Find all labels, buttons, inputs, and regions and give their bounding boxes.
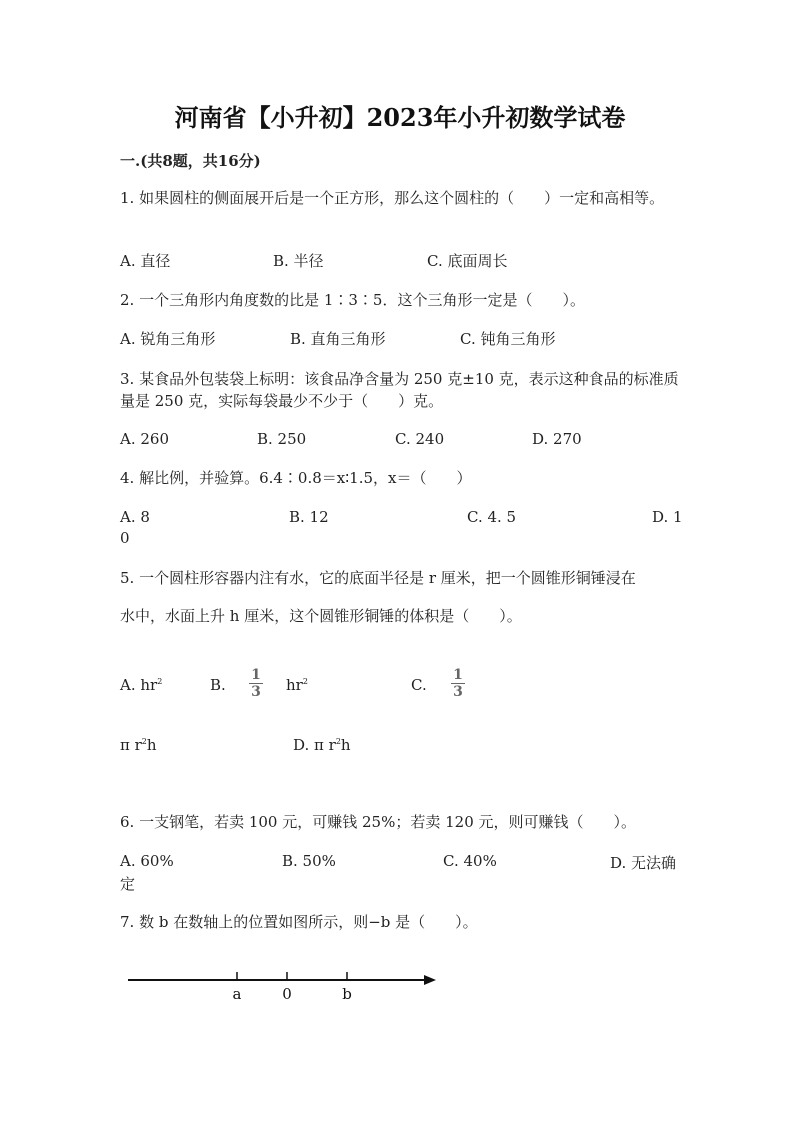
q3-option-c: C. 240 bbox=[395, 430, 445, 448]
q6-option-a: A. 60% bbox=[120, 852, 174, 870]
label-zero: 0 bbox=[282, 985, 292, 1003]
q4-option-c: C. 4. 5 bbox=[467, 508, 517, 526]
section-heading: 一.(共8题，共16分) bbox=[120, 152, 261, 170]
question-5-line-1: 5. 一个圆柱形容器内注有水，它的底面半径是 r 厘米，把一个圆锥形铜锤浸在 bbox=[120, 569, 636, 587]
label-a: a bbox=[232, 985, 242, 1003]
fraction-denominator: 3 bbox=[251, 684, 261, 700]
label-b: b bbox=[342, 985, 352, 1003]
q5-option-d-text: D. π r bbox=[293, 736, 336, 754]
page-title: 河南省【小升初】2023年小升初数学试卷 bbox=[174, 103, 626, 132]
question-5-line-2: 水中，水面上升 h 厘米，这个圆锥形铜锤的体积是（ ）。 bbox=[120, 607, 522, 625]
q3-option-a: A. 260 bbox=[120, 430, 169, 448]
question-3: 3. 某食品外包装袋上标明：该食品净含量为 250 克±10 克，表示这种食品的标准质量是 250 克，实际每袋最少不少于（ ）克。 bbox=[120, 370, 679, 410]
q4-option-b: B. 12 bbox=[289, 508, 329, 526]
fraction-numerator: 1 bbox=[453, 667, 463, 683]
question-4: 4. 解比例，并验算。6.4∶0.8＝x∶1.5，x＝（ ） bbox=[120, 469, 472, 487]
exponent: 2 bbox=[141, 737, 147, 746]
exponent: 2 bbox=[157, 677, 163, 686]
question-6: 6. 一支钢笔，若卖 100 元，可赚钱 25%；若卖 120 元，则可赚钱（ ）。 bbox=[120, 813, 637, 831]
q1-option-b: B. 半径 bbox=[273, 252, 324, 270]
fraction-numerator: 1 bbox=[251, 667, 261, 683]
question-1: 1. 如果圆柱的侧面展开后是一个正方形，那么这个圆柱的（ ）一定和高相等。 bbox=[120, 189, 665, 207]
question-7: 7. 数 b 在数轴上的位置如图所示，则−b 是（ ）。 bbox=[120, 913, 478, 931]
q5-option-b: B. bbox=[210, 676, 226, 694]
q6-option-c: C. 40% bbox=[443, 852, 497, 870]
q5-option-d-end: h bbox=[340, 736, 351, 754]
exponent: 2 bbox=[302, 677, 308, 686]
q4-option-a: A. 8 bbox=[120, 508, 150, 526]
q2-option-a: A. 锐角三角形 bbox=[120, 330, 216, 348]
q5-option-c-tail-end: h bbox=[146, 736, 157, 754]
q4-option-d: D. 1 bbox=[652, 508, 683, 526]
q6-option-d-wrap: 定 bbox=[120, 875, 136, 893]
q2-option-c: C. 钝角三角形 bbox=[460, 330, 556, 348]
arrow-head-icon bbox=[424, 975, 436, 985]
question-2: 2. 一个三角形内角度数的比是 1∶3∶5．这个三角形一定是（ ）。 bbox=[120, 291, 585, 309]
exponent: 2 bbox=[335, 737, 341, 746]
q5-option-c: C. bbox=[411, 676, 427, 694]
q6-option-d: D. 无法确 bbox=[610, 854, 677, 872]
q2-option-b: B. 直角三角形 bbox=[290, 330, 386, 348]
q5-option-b-text: hr bbox=[286, 676, 303, 694]
q3-option-b: B. 250 bbox=[257, 430, 307, 448]
q3-option-d: D. 270 bbox=[532, 430, 582, 448]
q1-option-c: C. 底面周长 bbox=[427, 252, 508, 270]
q1-option-a: A. 直径 bbox=[120, 252, 171, 270]
q5-option-c-tail-text: π r bbox=[120, 736, 142, 754]
q4-option-d-wrap: 0 bbox=[120, 529, 130, 547]
q6-option-b: B. 50% bbox=[282, 852, 336, 870]
q5-option-a-text: A. hr bbox=[120, 676, 158, 694]
fraction-denominator: 3 bbox=[453, 684, 463, 700]
